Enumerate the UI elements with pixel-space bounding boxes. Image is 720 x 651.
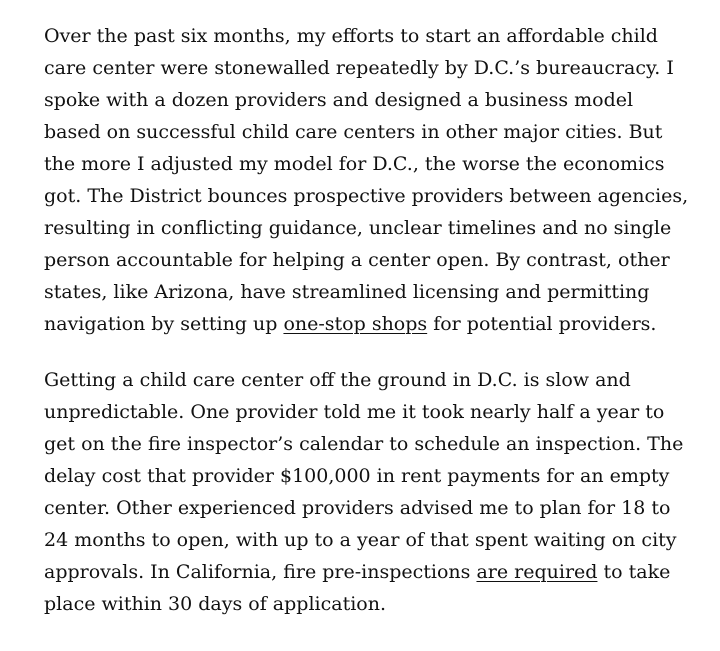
- paragraph-text: to take place within 30 days of application.: [44, 561, 671, 615]
- paragraph-text: Over the past six months, my efforts to start an affordable child care center were stonewalled repeatedly by D.C.’s bureaucracy. I spoke with a dozen providers and designed a business model based on successful child care centers in other major cities. But the more I adjusted my model for D.C., the worse the economics got. The District bounces prospective providers between agencies, resulting in conflicting guidance, unclear timelines and no single person accountable for helping a center open. By contrast, other states, like Arizona, have streamlined licensing and permitting navigation by setting up: [44, 25, 689, 335]
- paragraph-2: [44, 364, 689, 620]
- article-body: [44, 20, 689, 644]
- paragraph-text: Getting a child care center off the ground in D.C. is slow and unpredictable. One provider told me it took nearly half a year to get on the fire inspector’s calendar to schedule an inspection. The delay cost that provider $100,000 in rent payments for an empty center. Other experienced providers advised me to plan for 18 to 24 months to open, with up to a year of that spent waiting on city approvals. In California, fire pre-inspections: [44, 369, 684, 583]
- paragraph-text: for potential providers.: [427, 313, 657, 335]
- paragraph-1: [44, 20, 689, 340]
- are-required-link[interactable]: are required: [476, 561, 598, 583]
- one-stop-shops-link[interactable]: one-stop shops: [283, 313, 428, 335]
